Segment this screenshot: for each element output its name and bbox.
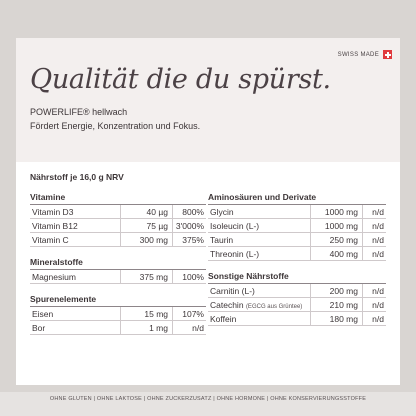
- section-title-sonstige: Sonstige Nährstoffe: [208, 270, 386, 284]
- nutrient-nrv: n/d: [362, 219, 386, 232]
- nutrient-amount: 180 mg: [310, 312, 362, 325]
- nutrient-amount: 75 µg: [120, 219, 172, 232]
- nutrient-name: Taurin: [210, 234, 234, 245]
- table-row: [208, 312, 386, 326]
- table-row: [30, 233, 206, 247]
- right-column: [208, 191, 386, 326]
- nutrient-nrv: n/d: [172, 321, 206, 334]
- nutrient-nrv: n/d: [362, 205, 386, 218]
- nutrient-nrv: n/d: [362, 233, 386, 246]
- nutrition-card: [16, 38, 400, 385]
- nutrient-nrv: 3'000%: [172, 219, 206, 232]
- nutrient-nrv: n/d: [362, 312, 386, 325]
- swiss-made-label: SWISS MADE: [337, 51, 379, 58]
- nutrient-amount: 300 mg: [120, 233, 172, 246]
- tagline: Qualität die du spürst.: [30, 64, 331, 95]
- free-from-footer: OHNE GLUTEN | OHNE LAKTOSE | OHNE ZUCKERZUSATZ | OHNE HORMONE | OHNE KONSERVIERUNGSSTOFFE: [49, 396, 367, 402]
- nutrient-nrv: n/d: [362, 284, 386, 297]
- swiss-made-badge: [338, 50, 392, 59]
- table-row: [30, 270, 206, 284]
- swiss-flag-icon: [383, 50, 392, 59]
- nutrient-name: Glycin: [210, 206, 234, 217]
- nutrient-nrv: n/d: [362, 298, 386, 311]
- nutrient-name: Eisen: [32, 308, 54, 319]
- nutrient-amount: 1 mg: [120, 321, 172, 334]
- nutrient-name: [208, 286, 310, 296]
- table-row: [30, 219, 206, 233]
- section-gap: [30, 284, 206, 293]
- section-title-spurenelemente: Spurenelemente: [30, 293, 206, 307]
- nutrient-nrv: 107%: [172, 307, 206, 320]
- nutrient-name: Bor: [32, 322, 46, 333]
- product-name: POWERLIFE® hellwach: [30, 107, 128, 117]
- nutrient-amount: 1000 mg: [310, 205, 362, 218]
- nutrient-name: Vitamin D3: [32, 206, 74, 217]
- nutrient-amount: 1000 mg: [310, 219, 362, 232]
- nutrient-amount: 210 mg: [310, 298, 362, 311]
- table-row: [30, 205, 206, 219]
- nutrition-table-title: Nährstoff je 16,0 g NRV: [30, 172, 124, 182]
- table-row: [30, 321, 206, 335]
- nutrient-name: Vitamin C: [32, 234, 69, 245]
- nutrient-name: Threonin (L-): [210, 248, 260, 259]
- table-row: [208, 298, 386, 312]
- section-title-mineralstoffe: Mineralstoffe: [30, 256, 206, 270]
- nutrient-name: [208, 300, 310, 310]
- section-title-vitamine: Vitamine: [30, 191, 206, 205]
- nutrient-name-text: Catechin: [210, 299, 244, 310]
- nutrient-amount: 40 µg: [120, 205, 172, 218]
- table-row: [208, 284, 386, 298]
- nutrient-nrv: 800%: [172, 205, 206, 218]
- nutrient-name: [208, 314, 310, 324]
- table-row: [208, 205, 386, 219]
- product-description: Fördert Energie, Konzentration und Fokus.: [30, 121, 201, 131]
- table-row: [208, 233, 386, 247]
- nutrient-name-text: Carnitin (L-): [210, 285, 255, 296]
- nutrient-nrv: 100%: [172, 270, 206, 283]
- nutrient-name: Isoleucin (L-): [210, 220, 260, 231]
- nutrient-nrv: 375%: [172, 233, 206, 246]
- section-gap: [30, 247, 206, 256]
- table-row: [208, 247, 386, 261]
- nutrient-name-note: (EGCG aus Grüntee): [245, 303, 303, 310]
- nutrient-amount: 400 mg: [310, 247, 362, 260]
- nutrient-nrv: n/d: [362, 247, 386, 260]
- section-gap: [208, 261, 386, 270]
- table-row: [208, 219, 386, 233]
- nutrient-amount: 200 mg: [310, 284, 362, 297]
- nutrient-name-text: Koffein: [210, 313, 237, 324]
- table-row: [30, 307, 206, 321]
- hero-banner: [16, 38, 400, 162]
- nutrient-name: Vitamin B12: [32, 220, 78, 231]
- nutrient-amount: 250 mg: [310, 233, 362, 246]
- nutrient-name: Magnesium: [32, 271, 76, 282]
- left-column: [30, 191, 206, 335]
- nutrient-amount: 15 mg: [120, 307, 172, 320]
- nutrient-amount: 375 mg: [120, 270, 172, 283]
- section-title-aminosaeuren: Aminosäuren und Derivate: [208, 191, 386, 205]
